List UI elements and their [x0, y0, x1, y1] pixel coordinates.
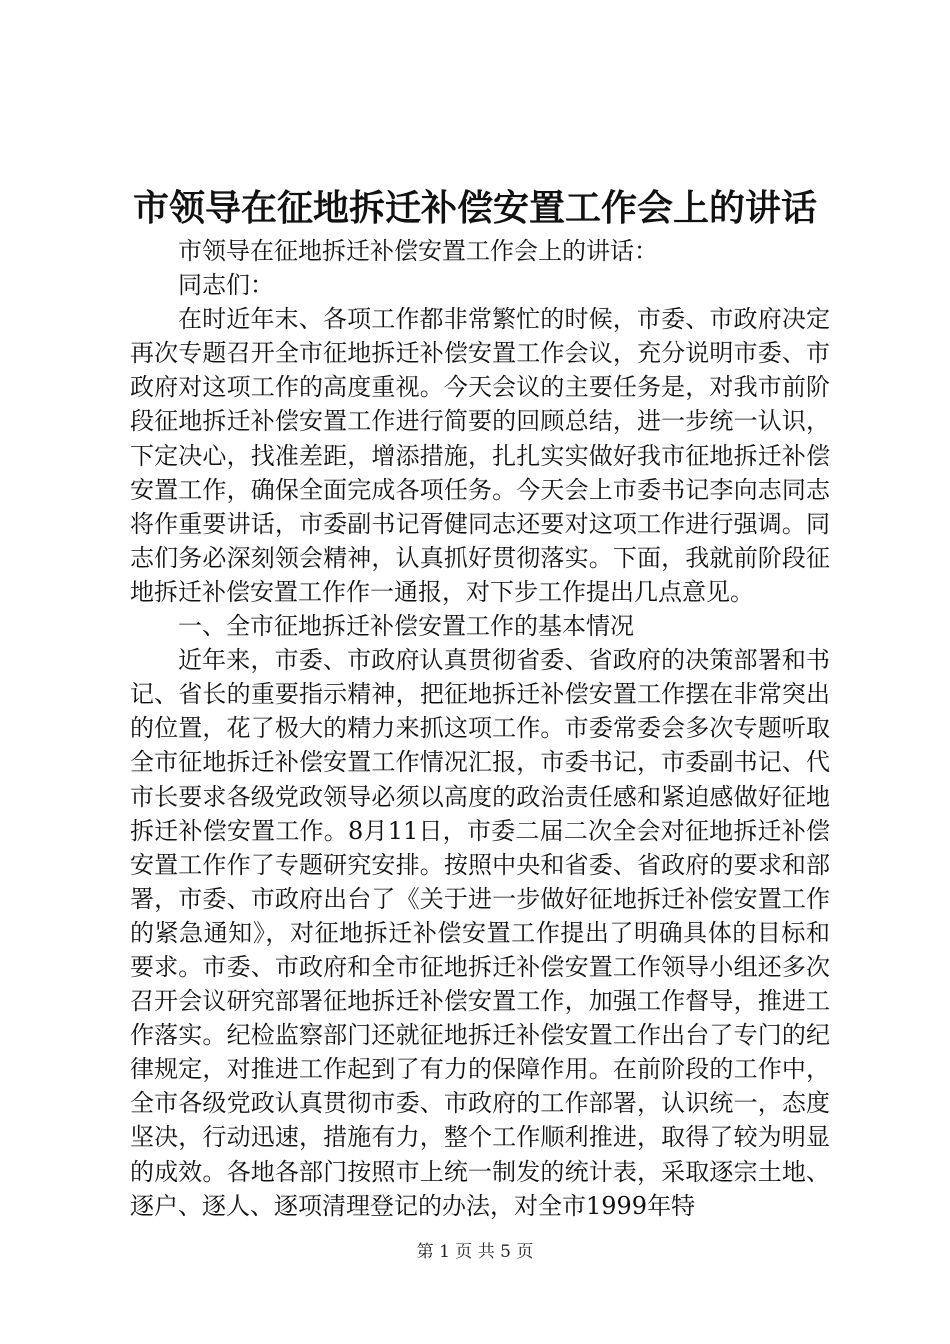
intro-paragraph: 在时近年末、各项工作都非常繁忙的时候，市委、市政府决定再次专题召开全市征地拆迁补偿安置工作会议，充分说明市委、市政府对这项工作的高度重视。今天会议的主要任务是，对我市前阶段征地拆迁补偿安置工作进行简要的回顾总结，进一步统一认识，下定决心，找准差距，增添措施，扎扎实实做好我市征地拆迁补偿安置工作，确保全面完成各项任务。今天会上市委书记李向志同志将作重要讲话，市委副书记胥健同志还要对这项工作进行强调。同志们务必深刻领会精神，认真抓好贯彻落实。下面，我就前阶段征地拆迁补偿安置工作作一通报，对下步工作提出几点意见。: [130, 305, 830, 606]
section-heading-1: 一、全市征地拆迁补偿安置工作的基本情况: [178, 612, 634, 641]
salutation-heading: 市领导在征地拆迁补偿安置工作会上的讲话：: [178, 237, 658, 265]
page-footer: 第 1 页 共 5 页: [416, 1242, 534, 1262]
document-title: 市领导在征地拆迁补偿安置工作会上的讲话: [132, 187, 817, 229]
section-1-paragraph: 近年来，市委、市政府认真贯彻省委、省政府的决策部署和书记、省长的重要指示精神，把征地拆迁补偿安置工作摆在非常突出的位置，花了极大的精力来抓这项工作。市委常委会多次专题听取全市征地拆迁补偿安置工作情况汇报，市委书记，市委副书记、代市长要求各级党政领导必须以高度的政治责任感和紧迫感做好征地拆迁补偿安置工作。8月11日，市委二届二次全会对征地拆迁补偿安置工作作了专题研究安排。按照中央和省委、省政府的要求和部署，市委、市政府出台了《关于进一步做好征地拆迁补偿安置工作的紧急通知》，对征地拆迁补偿安置工作提出了明确具体的目标和要求。市委、市政府和全市征地拆迁补偿安置工作领导小组还多次召开会议研究部署征地拆迁补偿安置工作，加强工作督导，推进工作落实。纪检监察部门还就征地拆迁补偿安置工作出台了专门的纪律规定，对推进工作起到了有力的保障作用。在前阶段的工作中，全市各级党政认真贯彻市委、市政府的工作部署，认识统一，态度坚决，行动迅速，措施有力，整个工作顺利推进，取得了较为明显的成效。各地各部门按照市上统一制发的统计表，采取逐宗土地、逐户、逐人、逐项清理登记的办法，对全市1999年特: [130, 646, 830, 1220]
salutation: 同志们：: [178, 271, 274, 300]
document-body: [130, 234, 830, 1223]
